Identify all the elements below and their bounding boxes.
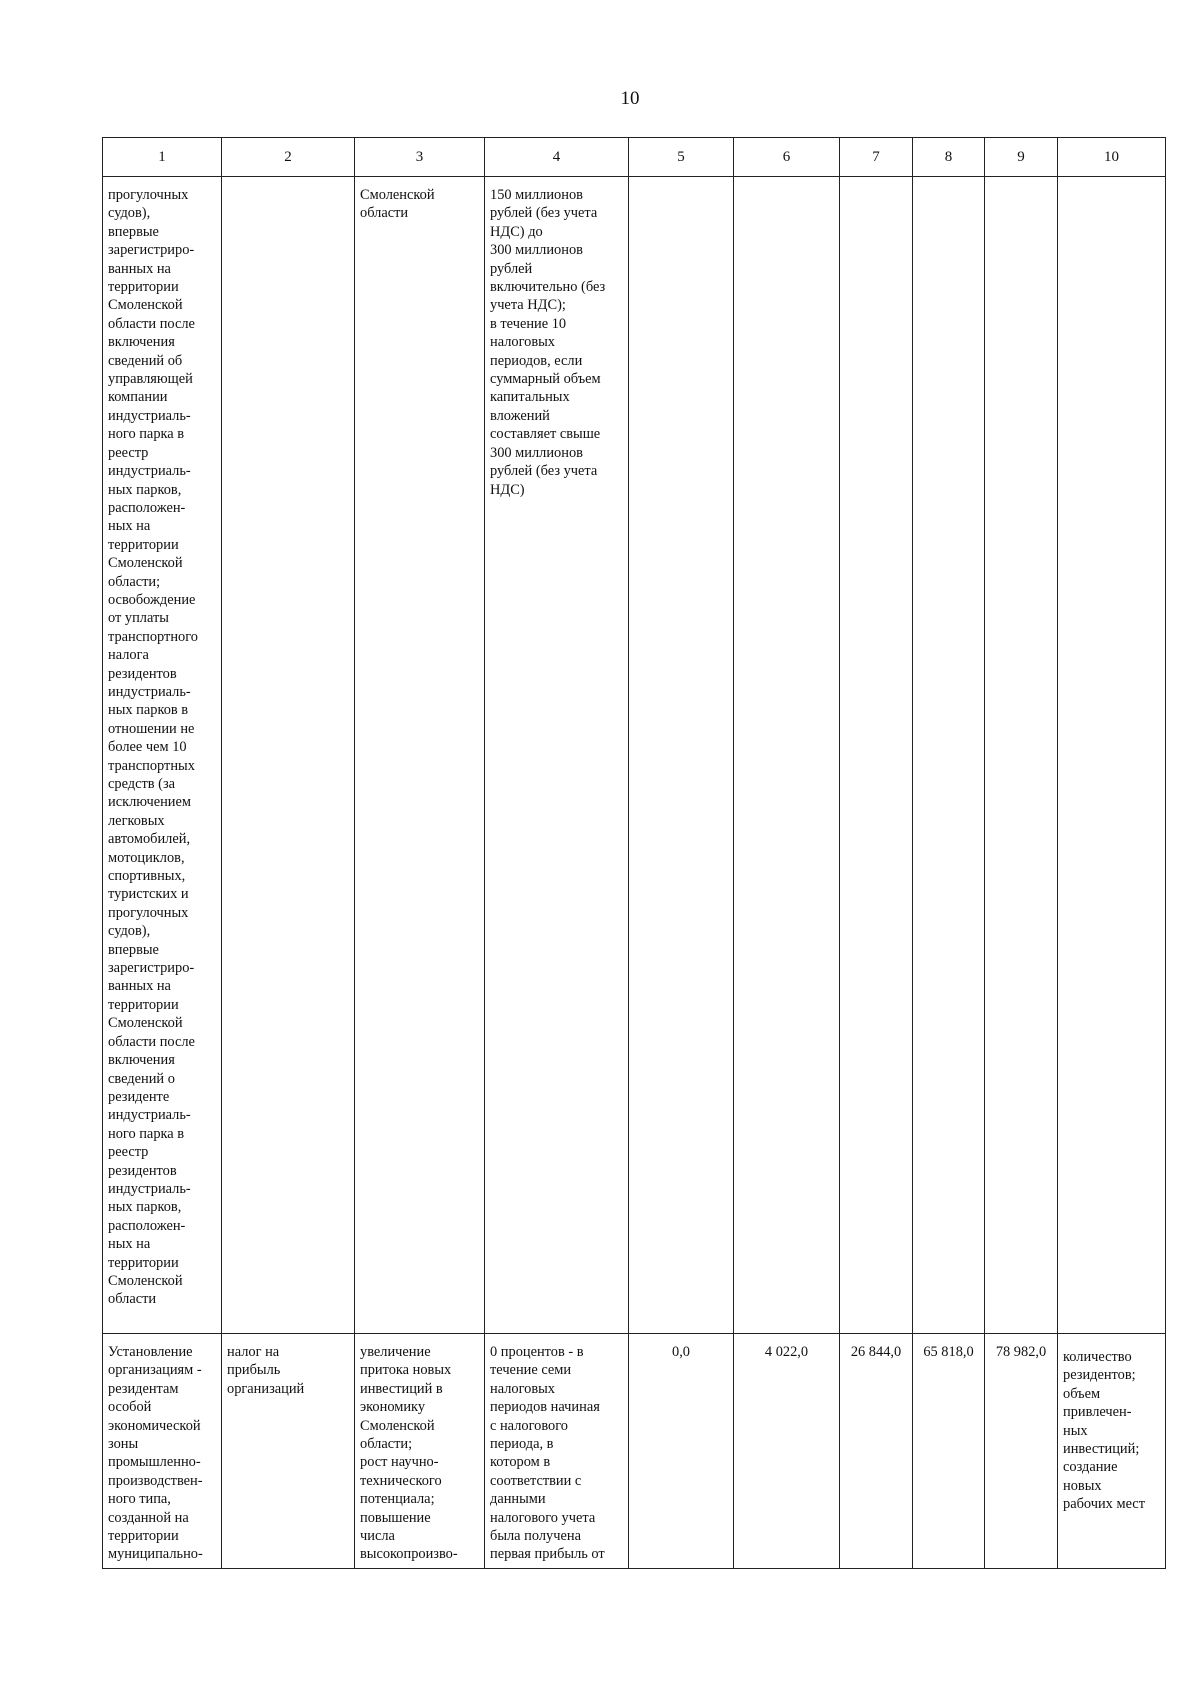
cell-text: налог на прибыль организаций: [227, 1344, 305, 1397]
column-header: 5: [629, 138, 734, 177]
cell-text: [1058, 177, 1165, 195]
table-cell: [985, 177, 1058, 1334]
table-row: [103, 1334, 1166, 1569]
cell-text: [913, 177, 984, 190]
table-cell: [222, 1334, 355, 1569]
column-header: 6: [734, 138, 840, 177]
table-cell: [222, 177, 355, 1334]
cell-text: 150 миллионов рублей (без учета НДС) до 300 миллионов рублей включительно (без учета НДС); в течение 10 налоговых периодов, если суммарный объем капитальных вложений составляет свыше 300 миллионов рублей (без учета НДС): [490, 187, 606, 498]
cell-text: 0,0: [672, 1344, 690, 1360]
table-row: [103, 177, 1166, 1334]
data-table: [102, 137, 1166, 1569]
table-cell: [485, 1334, 629, 1569]
table-cell: [1058, 1334, 1166, 1569]
table-cell: [103, 177, 222, 1334]
header-row: [103, 138, 1166, 177]
cell-text: прогулочных судов), впервые зарегистриро- ванных на территории Смоленской области после включения сведений об управляющей компании индустриаль- ного парка в реестр индустриаль- ных парков, расположен- ных на территории Смоленской области; освобождение от уплаты транспортного налога резидентов индустриаль- ных парков в отношении не более чем 10 транспортных средств (за исключением легковых автомобилей, мотоциклов, спортивных, туристских и прогулочных судов), впервые зарегистриро- ванных на территории Смоленской области после включения сведений о резиденте индустриаль- ного парка в реестр резидентов индустриаль- ных парков, расположен- ных на территории Смоленской области: [108, 187, 198, 1308]
column-header: 8: [913, 138, 985, 177]
table-cell: [355, 177, 485, 1334]
column-header: 2: [222, 138, 355, 177]
table-cell: [913, 177, 985, 1334]
column-header: 4: [485, 138, 629, 177]
table-cell: [734, 177, 840, 1334]
table-cell: [629, 1334, 734, 1569]
cell-text: увеличение притока новых инвестиций в экономику Смоленской области; рост научно- технического потенциала; повышение числа высокопроизво-: [360, 1344, 458, 1563]
cell-text: 4 022,0: [764, 1344, 809, 1360]
column-header: 7: [840, 138, 913, 177]
cell-text: [734, 177, 839, 190]
cell-text: [222, 177, 354, 190]
table-cell: [355, 1334, 485, 1569]
cell-text: [985, 177, 1057, 190]
cell-text: Смоленской области: [360, 187, 435, 222]
column-header: 3: [355, 138, 485, 177]
cell-text: Установление организациям - резидентам особой экономической зоны промышленно- производствен- ного типа, созданной на территории муниципально-: [108, 1344, 203, 1563]
table-cell: [485, 177, 629, 1334]
table-cell: [734, 1334, 840, 1569]
column-header: 10: [1058, 138, 1166, 177]
table-cell: [103, 1334, 222, 1569]
table-cell: [840, 177, 913, 1334]
cell-text: [840, 177, 912, 190]
page-number: 10: [620, 88, 640, 109]
table-cell: [840, 1334, 913, 1569]
cell-text: [629, 177, 733, 190]
cell-text: 65 818,0: [923, 1344, 974, 1360]
cell-text: 0 процентов - в течение семи налоговых периодов начиная с налогового периода, в котором в соответствии с данными налогового учета была получена первая прибыль от: [490, 1344, 605, 1563]
column-header: 1: [103, 138, 222, 177]
table-cell: [985, 1334, 1058, 1569]
cell-text: 78 982,0: [995, 1344, 1047, 1360]
table-cell: [913, 1334, 985, 1569]
table-cell: [1058, 177, 1166, 1334]
cell-text: 26 844,0: [850, 1344, 902, 1360]
cell-text: количество резидентов; объем привлечен- ных инвестиций; создание новых рабочих мест: [1063, 1349, 1145, 1513]
column-header: 9: [985, 138, 1058, 177]
table-cell: [629, 177, 734, 1334]
